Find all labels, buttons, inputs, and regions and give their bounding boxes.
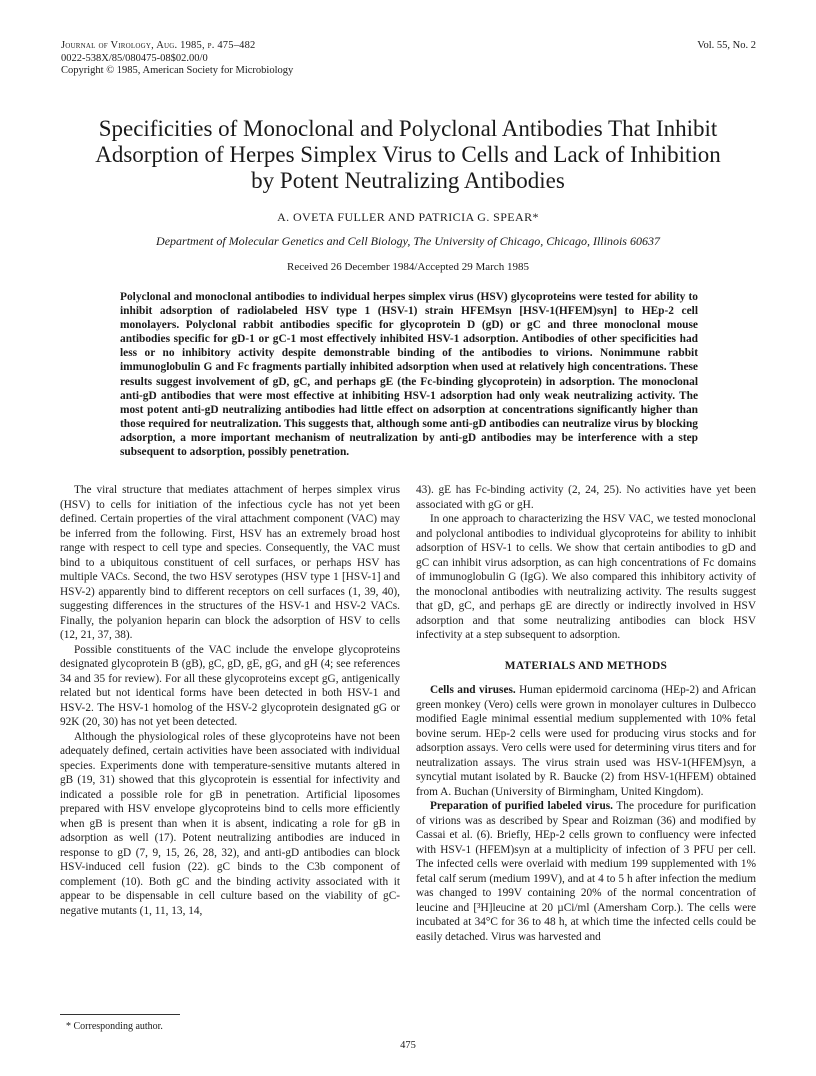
footnote: * Corresponding author. <box>66 1021 163 1032</box>
footnote-divider <box>60 1014 180 1015</box>
title-line: Specificities of Monoclonal and Polyclonal Antibodies That Inhibit <box>98 116 718 141</box>
body-paragraph: Possible constituents of the VAC include the envelope glycoproteins designated glycoprotein B (gB), gC, gD, gE, gG, and gH (4; see references 34 and 35 for review). For all these glycoproteins except gG, antigenically related but not identical forms have been detected in both HSV-1 and HSV-2. The HSV-1 homolog of the HSV-2 glycoprotein designated gG or 92K (20, 30) has not yet been detected. <box>60 643 400 728</box>
abstract-text: Polyclonal and monoclonal antibodies to individual herpes simplex virus (HSV) glycoproteins were tested for ability to inhibit adsorption of radiolabeled HSV type 1 (HSV-1) strain HFEMsyn [HSV-1(HFEM)syn] to HEp-2 cell monolayers. Polyclonal rabbit antibodies specific for glycoprotein D (gD) or gC and three monoclonal mouse antibodies specific for gD-1 or gC-1 most effectively inhibited HSV-1 adsorption. Antibodies of other specificities had less or no inhibitory activity despite demonstrable binding of the antibodies to virions. Nonimmune rabbit immunoglobulin G and Fc fragments partially inhibited adsorption when used at relatively high concentrations. These results suggest involvement of gD, gC, and perhaps gE (the Fc-binding glycoprotein) in adsorption. The monoclonal anti-gD antibodies that were most effective at inhibiting HSV-1 adsorption had only weak neutralizing activity. The most potent anti-gD neutralizing antibodies had little effect on adsorption at concentrations significantly higher than those required for neutralization. This suggests that, although some anti-gD antibodies can neutralize virus by blocking adsorption, a more important mechanism of neutralization by anti-gD antibodies may be interference with a step subsequent to adsorption, possibly penetration. <box>120 291 698 459</box>
body-paragraph: Although the physiological roles of these glycoproteins have not been adequately defined, certain activities have been associated with individual species. Experiments done with temperature-sensitive mutants altered in gB (19, 31) showed that this glycoprotein is essential for infectivity and indicated a possible role for gB in penetration. Artificial liposomes prepared with HSV envelope glycoproteins bind to cells more efficiently when gB is present than when it is absent, indicating a role for gB in adsorption as well (17). Potent neutralizing antibodies are induced in response to gD (7, 9, 15, 26, 28, 32), and anti-gD antibodies can block HSV-induced cell fusion (22). gC binds to the C3b component of complement (10). Both gC and the binding activity associated with it appear to be dispensable in cell culture based on the viability of gC-negative mutants (1, 11, 13, 14, <box>60 730 400 917</box>
received-dates: Received 26 December 1984/Accepted 29 March 1985 <box>287 261 529 273</box>
journal-citation: Journal of Virology, Aug. 1985, p. 475–482 <box>61 40 256 51</box>
body-paragraph <box>416 683 756 799</box>
body-paragraph: In one approach to characterizing the HSV VAC, we tested monoclonal and polyclonal antibodies to individual glycoproteins for ability to inhibit adsorption of HSV-1 to cells. We show that certain antibodies to gD and gC can inhibit virus adsorption, as can high concentrations of Fc domains of immunoglobulin G (IgG). We also compared this inhibitory activity of the monoclonal antibodies with neutralizing activity. The results suggest that gD, gC, and perhaps gE are directly or indirectly involved in HSV adsorption and that some neutralizing antibodies can block HSV infectivity at a step subsequent to adsorption. <box>416 513 756 641</box>
body-paragraph: 43). gE has Fc-binding activity (2, 24, 25). No activities have yet been associated with gG or gH. <box>416 484 756 511</box>
body-paragraph <box>416 799 756 944</box>
affiliation: Department of Molecular Genetics and Cell Biology, The University of Chicago, Chicago, Illinois 60637 <box>156 234 660 248</box>
paragraph-text: Human epidermoid carcinoma (HEp-2) and African green monkey (Vero) cells were grown in monolayer cultures in Dulbecco modified Eagle minimal essential medium supplemented with 10% fetal bovine serum. HEp-2 cells were used for producing virus stocks and for adsorption assays. Vero cells were used for determining virus titers and for neutralization assays. The virus strain used was HSV-1(HFEM)syn, a syncytial mutant isolated by R. Baucke (2) from HSV-1(HFEM) obtained from A. Buchan (University of Birmingham, United Kingdom). <box>416 684 756 798</box>
article-title <box>40 116 776 194</box>
volume-issue: Vol. 55, No. 2 <box>697 40 756 51</box>
left-column <box>60 483 400 918</box>
paragraph-runin-heading: Preparation of purified labeled virus. <box>430 800 613 812</box>
paragraph-text: The procedure for purification of virions was as described by Spear and Roizman (36) and modified by Cassai et al. (6). Briefly, HEp-2 cells grown to confluency were infected with HSV-1 (HFEM)syn at a multiplicity of infection of 3 PFU per cell. The infected cells were overlaid with medium 199 supplemented with 1% fetal calf serum (medium 199V), and at 4 to 5 h after infection the medium was changed to 199V containing 20% of the normal concentration of leucine and [³H]leucine at 20 µCi/ml (Amersham Corp.). The cells were incubated at 34°C for 36 to 48 h, at which time the infected cells could be easily detached. Virus was harvested and <box>416 800 756 943</box>
article-code: 0022-538X/85/080475-08$02.00/0 <box>61 52 208 64</box>
copyright-line: Copyright © 1985, American Society for Microbiology <box>61 65 294 76</box>
journal-header <box>61 40 293 78</box>
right-column <box>416 483 756 944</box>
abstract <box>120 290 698 459</box>
paragraph-runin-heading: Cells and viruses. <box>430 684 516 696</box>
section-heading: MATERIALS AND METHODS <box>504 659 668 672</box>
body-paragraph: The viral structure that mediates attachment of herpes simplex virus (HSV) to cells for initiation of the infectious cycle has not yet been defined. Certain properties of the viral attachment component (VAC) may be inferred from the following. First, HSV has an extremely broad host range with respect to cell type and species. Consequently, the VAC must bind to a ubiquitous constituent of cell surfaces, or perhaps HSV has multiple VACs. Second, the two HSV serotypes (HSV type 1 [HSV-1] and HSV-2) apparently bind to different receptors on cell surfaces (1, 39, 40), suggesting differences in the structures of the HSV-1 and HSV-2 VACs. Finally, the polyanion heparin can block the adsorption of HSV to cells (12, 21, 37, 38). <box>60 484 400 641</box>
title-line: by Potent Neutralizing Antibodies <box>251 168 565 193</box>
author-list: A. OVETA FULLER AND PATRICIA G. SPEAR* <box>277 210 539 224</box>
page-number: 475 <box>400 1040 416 1051</box>
title-line: Adsorption of Herpes Simplex Virus to Cells and Lack of Inhibition <box>95 142 721 167</box>
